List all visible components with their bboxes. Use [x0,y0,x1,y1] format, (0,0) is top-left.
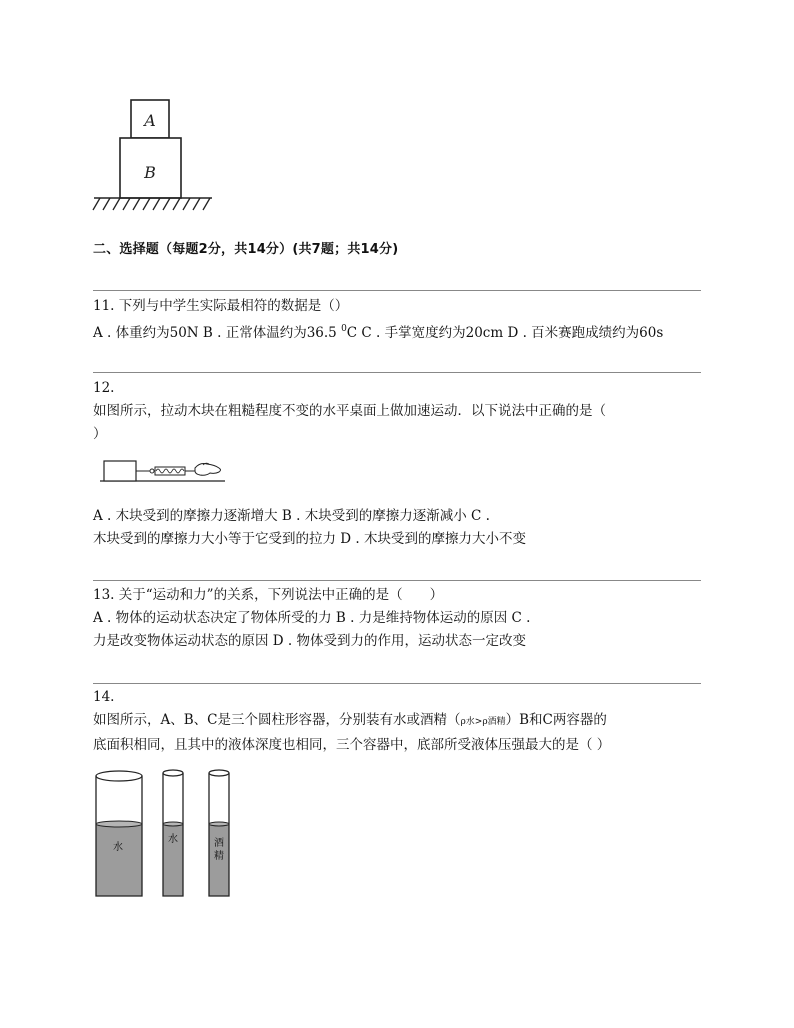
question-14-stem-line2: 底面积相同，且其中的液体深度也相同，三个容器中，底部所受液体压强最大的是（ ） [93,737,611,753]
question-14 [93,686,701,757]
container-b-label: 水 [168,834,178,845]
question-13 [93,584,701,653]
question-12-options-line1: A . 木块受到的摩擦力逐渐增大 B . 木块受到的摩擦力逐渐减小 C . [93,508,490,524]
question-12-options [93,505,701,551]
container-a-label: 水 [113,842,123,853]
divider [93,290,701,291]
block-a-label: A [144,111,156,130]
question-12-options-line2: 木块受到的摩擦力大小等于它受到的拉力 D . 木块受到的摩擦力大小不变 [93,531,526,547]
block-b-label: B [144,163,156,182]
container-c-label-1: 酒 [214,838,224,849]
divider [93,683,701,684]
question-14-number: 14. [93,689,115,705]
section-title: 二、选择题（每题2分，共14分）(共7题；共14分) [93,242,399,257]
spring-scale-figure [100,453,225,485]
stacked-blocks-figure [90,96,215,216]
divider [93,372,701,373]
question-14-stem-line1: 如图所示，A、B、C是三个圆柱形容器，分别装有水或酒精（ρ水>ρ酒精）B和C两容器的 [93,712,607,728]
question-13-stem: 13. 关于“运动和力”的关系，下列说法中正确的是（ ） [93,587,444,603]
question-11-options: A . 体重约为50N B . 正常体温约为36.5 $^0$C C . 手掌宽度约为20cm D . 百米赛跑成绩约为60s [93,324,664,341]
question-13-options-line2: 力是改变物体运动状态的原因 D . 物体受到力的作用，运动状态一定改变 [93,633,526,649]
container-c-label-2: 精 [214,851,224,862]
question-12-stem-line2: ） [93,426,107,442]
question-11 [93,295,701,345]
containers-figure [90,766,250,902]
question-12 [93,377,701,446]
question-12-stem-line1: 如图所示，拉动木块在粗糙程度不变的水平桌面上做加速运动．以下说法中正确的是（ [93,403,606,419]
question-11-stem: 11. 下列与中学生实际最相符的数据是（） [93,298,349,314]
question-12-number: 12. [93,380,115,396]
divider [93,580,701,581]
question-13-options-line1: A . 物体的运动状态决定了物体所受的力 B . 力是维持物体运动的原因 C . [93,610,531,626]
